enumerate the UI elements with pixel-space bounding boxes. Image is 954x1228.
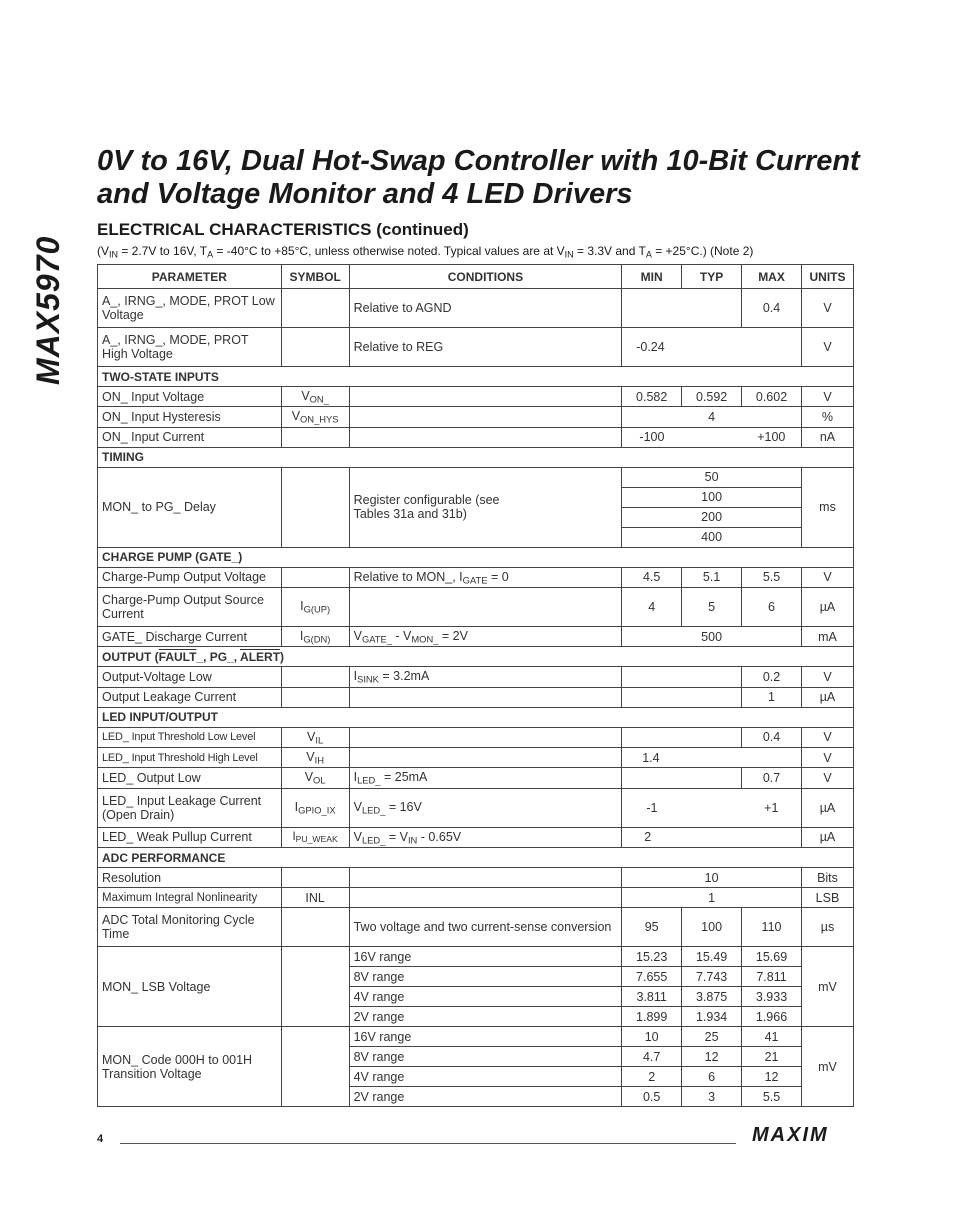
max-cell: 12 [742,1067,802,1087]
max-cell: 5.5 [742,567,802,587]
section-label: LED INPUT/OUTPUT [98,707,854,727]
typ-cell [682,427,742,447]
max-cell: 1.966 [742,1007,802,1027]
symbol-cell: $I_{G(DN)}$ [281,627,349,647]
typ-cell: 50 [622,467,802,487]
max-cell: +1 [742,788,802,827]
table-row [98,748,854,768]
conditions-cell: 2V range [349,1007,622,1027]
units-cell: V [801,328,853,367]
conditions-cell: $V_{LED\_} = V_{IN} - 0.65V$ [349,827,622,847]
param-cell: LED_ Input Threshold Low Level [98,727,282,747]
param-cell: ON_ Input Voltage [98,387,282,407]
param-cell: A_, IRNG_, MODE, PROT High Voltage [98,328,282,367]
param-cell: GATE_ Discharge Current [98,627,282,647]
table-row [98,387,854,407]
page-number: 4 [97,1133,104,1145]
units-cell: ms [801,467,853,547]
section-label: TWO-STATE INPUTS [98,367,854,387]
conditions-cell: 8V range [349,967,622,987]
conditions-cell: Register configurable (see Tables 31a and 31b) [349,467,622,547]
conditions-cell [349,427,622,447]
conditions-cell: $V_{LED\_} = 16V$ [349,788,622,827]
maxim-logo-mark [752,1124,856,1144]
header-conditions: CONDITIONS [349,265,622,289]
svg-text:MAXIM: MAXIM [752,1124,829,1144]
min-cell: 3.811 [622,987,682,1007]
max-cell: 5.5 [742,1087,802,1107]
conditions-cell: 8V range [349,1047,622,1067]
units-cell: V [801,289,853,328]
table-row [98,328,854,367]
header-units: UNITS [801,265,853,289]
sidebar-part-number: MAX5970 [30,235,66,385]
section-title: ELECTRICAL CHARACTERISTICS (continued) [97,220,469,239]
min-cell: -0.24 [622,328,802,367]
units-cell: mA [801,627,853,647]
section-row [98,547,854,567]
symbol-cell: $V_{ON\_HYS}$ [281,407,349,427]
conditions-cell [349,407,622,427]
min-cell: 2 [622,1067,682,1087]
conditions-cell: $I_{SINK} = 3.2mA$ [349,667,622,687]
typ-cell: 7.743 [682,967,742,987]
min-typ-cell [622,667,742,687]
table-row [98,827,854,847]
units-cell: V [801,567,853,587]
conditions-cell [349,588,622,627]
header-symbol: SYMBOL [281,265,349,289]
typ-cell [682,788,742,827]
max-cell: 41 [742,1027,802,1047]
max-cell: 0.4 [742,727,802,747]
symbol-cell: INL [281,888,349,908]
conditions-cell: 4V range [349,1067,622,1087]
min-typ-cell [622,687,742,707]
param-cell: LED_ Weak Pullup Current [98,827,282,847]
table-row [98,627,854,647]
param-cell: Maximum Integral Nonlinearity [98,888,282,908]
typ-cell: 400 [622,527,802,547]
symbol-cell [281,467,349,547]
conditions-cell [349,687,622,707]
symbol-cell [281,868,349,888]
table-row [98,467,854,487]
symbol-cell [281,667,349,687]
typ-cell: 200 [622,507,802,527]
param-cell: MON_ Code 000H to 001H Transition Voltage [98,1027,282,1107]
max-cell: 1 [742,687,802,707]
section-row [98,367,854,387]
conditions-cell: Relative to MON_, $I_{GATE} = 0$ [349,567,622,587]
param-cell: LED_ Input Threshold High Level [98,748,282,768]
header-min: MIN [622,265,682,289]
symbol-cell [281,1027,349,1107]
section-label: OUTPUT (FAULT_, PG_, ALERT) [98,647,854,667]
param-cell: Output-Voltage Low [98,667,282,687]
units-cell: mV [801,1027,853,1107]
table-row [98,407,854,427]
units-cell: V [801,387,853,407]
max-cell: 15.69 [742,947,802,967]
min-cell: 10 [622,1027,682,1047]
units-cell: V [801,727,853,747]
table-row [98,947,854,967]
test-conditions-note: ($V_{IN} = 2.7V$ to 16V, $T_A = -40^\circ C$ to +85°C, unless otherwise noted. Typical values are at $V_{IN} = 3.3V$ and $T_A = +25^\circ C$.) (Note 2) [97,244,754,260]
param-cell: Charge-Pump Output Voltage [98,567,282,587]
param-cell: ON_ Input Hysteresis [98,407,282,427]
table-row [98,868,854,888]
min-typ-cell [622,727,742,747]
symbol-cell: $I_{PU\_WEAK}$ [281,827,349,847]
maxim-logo [752,1124,856,1149]
param-cell: LED_ Output Low [98,768,282,788]
header-typ: TYP [682,265,742,289]
section-row [98,707,854,727]
section-label: ADC PERFORMANCE [98,848,854,868]
typ-cell: 3.875 [682,987,742,1007]
conditions-cell [349,748,622,768]
symbol-cell [281,289,349,328]
min-cell: 4 [622,588,682,627]
units-cell: µA [801,588,853,627]
min-cell: 1.899 [622,1007,682,1027]
typ-cell: 15.49 [682,947,742,967]
typ-cell: 100 [622,487,802,507]
units-cell: mV [801,947,853,1027]
typ-cell: 0.592 [682,387,742,407]
conditions-cell [349,868,622,888]
symbol-cell: $V_{OL}$ [281,768,349,788]
conditions-cell: 2V range [349,1087,622,1107]
section-row [98,647,854,667]
param-cell: MON_ to PG_ Delay [98,467,282,547]
conditions-cell: Two voltage and two current-sense conversion [349,908,622,947]
max-cell: 0.7 [742,768,802,788]
units-cell: % [801,407,853,427]
typ-cell: 500 [622,627,802,647]
table-row [98,667,854,687]
symbol-cell: $V_{ON\_}$ [281,387,349,407]
table-row [98,567,854,587]
section-row [98,848,854,868]
min-cell: -100 [622,427,682,447]
min-typ-cell [622,289,742,328]
param-cell: Output Leakage Current [98,687,282,707]
typ-cell: 25 [682,1027,742,1047]
typ-cell: 1 [622,888,802,908]
min-cell: 2 [622,827,802,847]
symbol-cell [281,567,349,587]
table-row [98,788,854,827]
footer-rule [120,1143,736,1144]
min-cell: 0.5 [622,1087,682,1107]
typ-cell: 6 [682,1067,742,1087]
symbol-cell [281,687,349,707]
max-cell: 3.933 [742,987,802,1007]
units-cell: µA [801,687,853,707]
min-cell: 0.582 [622,387,682,407]
param-cell: ON_ Input Current [98,427,282,447]
param-cell: LED_ Input Leakage Current (Open Drain) [98,788,282,827]
max-cell: 110 [742,908,802,947]
document-title: 0V to 16V, Dual Hot-Swap Controller with 10-Bit Current and Voltage Monitor and 4 LED Drivers [97,145,860,210]
section-label: CHARGE PUMP (GATE_) [98,547,854,567]
max-cell: 0.2 [742,667,802,687]
units-cell: V [801,667,853,687]
electrical-characteristics-table [97,264,854,1107]
conditions-cell [349,387,622,407]
min-cell: -1 [622,788,682,827]
conditions-cell [349,727,622,747]
units-cell: µA [801,827,853,847]
units-cell: nA [801,427,853,447]
units-cell: µs [801,908,853,947]
typ-cell: 1.934 [682,1007,742,1027]
symbol-cell: $V_{IL}$ [281,727,349,747]
table-header-row [98,265,854,289]
units-cell: LSB [801,888,853,908]
min-cell: 1.4 [622,748,802,768]
typ-cell: 10 [622,868,802,888]
symbol-cell [281,947,349,1027]
units-cell: V [801,768,853,788]
conditions-cell: 16V range [349,947,622,967]
header-parameter: PARAMETER [98,265,282,289]
param-cell: A_, IRNG_, MODE, PROT Low Voltage [98,289,282,328]
table-row [98,1027,854,1047]
table-row [98,727,854,747]
units-cell: µA [801,788,853,827]
symbol-cell [281,908,349,947]
param-cell: MON_ LSB Voltage [98,947,282,1027]
param-cell: Resolution [98,868,282,888]
conditions-cell [349,888,622,908]
max-cell: 7.811 [742,967,802,987]
typ-cell: 100 [682,908,742,947]
typ-cell: 12 [682,1047,742,1067]
symbol-cell: $I_{GPIO\_IX}$ [281,788,349,827]
units-cell: Bits [801,868,853,888]
table-row [98,768,854,788]
table-row [98,588,854,627]
min-cell: 7.655 [622,967,682,987]
min-typ-cell [622,768,742,788]
conditions-cell: $I_{LED\_} = 25mA$ [349,768,622,788]
symbol-cell [281,328,349,367]
typ-cell: 4 [622,407,802,427]
typ-cell: 3 [682,1087,742,1107]
table-row [98,289,854,328]
units-cell: V [801,748,853,768]
symbol-cell: $V_{IH}$ [281,748,349,768]
conditions-cell: Relative to AGND [349,289,622,328]
param-cell: Charge-Pump Output Source Current [98,588,282,627]
max-cell: 21 [742,1047,802,1067]
header-max: MAX [742,265,802,289]
conditions-cell: 16V range [349,1027,622,1047]
typ-cell: 5 [682,588,742,627]
min-cell: 4.5 [622,567,682,587]
table-row [98,888,854,908]
param-cell: ADC Total Monitoring Cycle Time [98,908,282,947]
symbol-cell [281,427,349,447]
table-row [98,687,854,707]
max-cell: +100 [742,427,802,447]
max-cell: 0.4 [742,289,802,328]
max-cell: 6 [742,588,802,627]
max-cell: 0.602 [742,387,802,407]
section-label: TIMING [98,447,854,467]
symbol-cell: $I_{G(UP)}$ [281,588,349,627]
conditions-cell: Relative to REG [349,328,622,367]
min-cell: 95 [622,908,682,947]
conditions-cell: 4V range [349,987,622,1007]
table-row [98,427,854,447]
conditions-cell: $V_{GATE\_} - V_{MON\_} = 2V$ [349,627,622,647]
min-cell: 15.23 [622,947,682,967]
section-row [98,447,854,467]
min-cell: 4.7 [622,1047,682,1067]
typ-cell: 5.1 [682,567,742,587]
table-row [98,908,854,947]
